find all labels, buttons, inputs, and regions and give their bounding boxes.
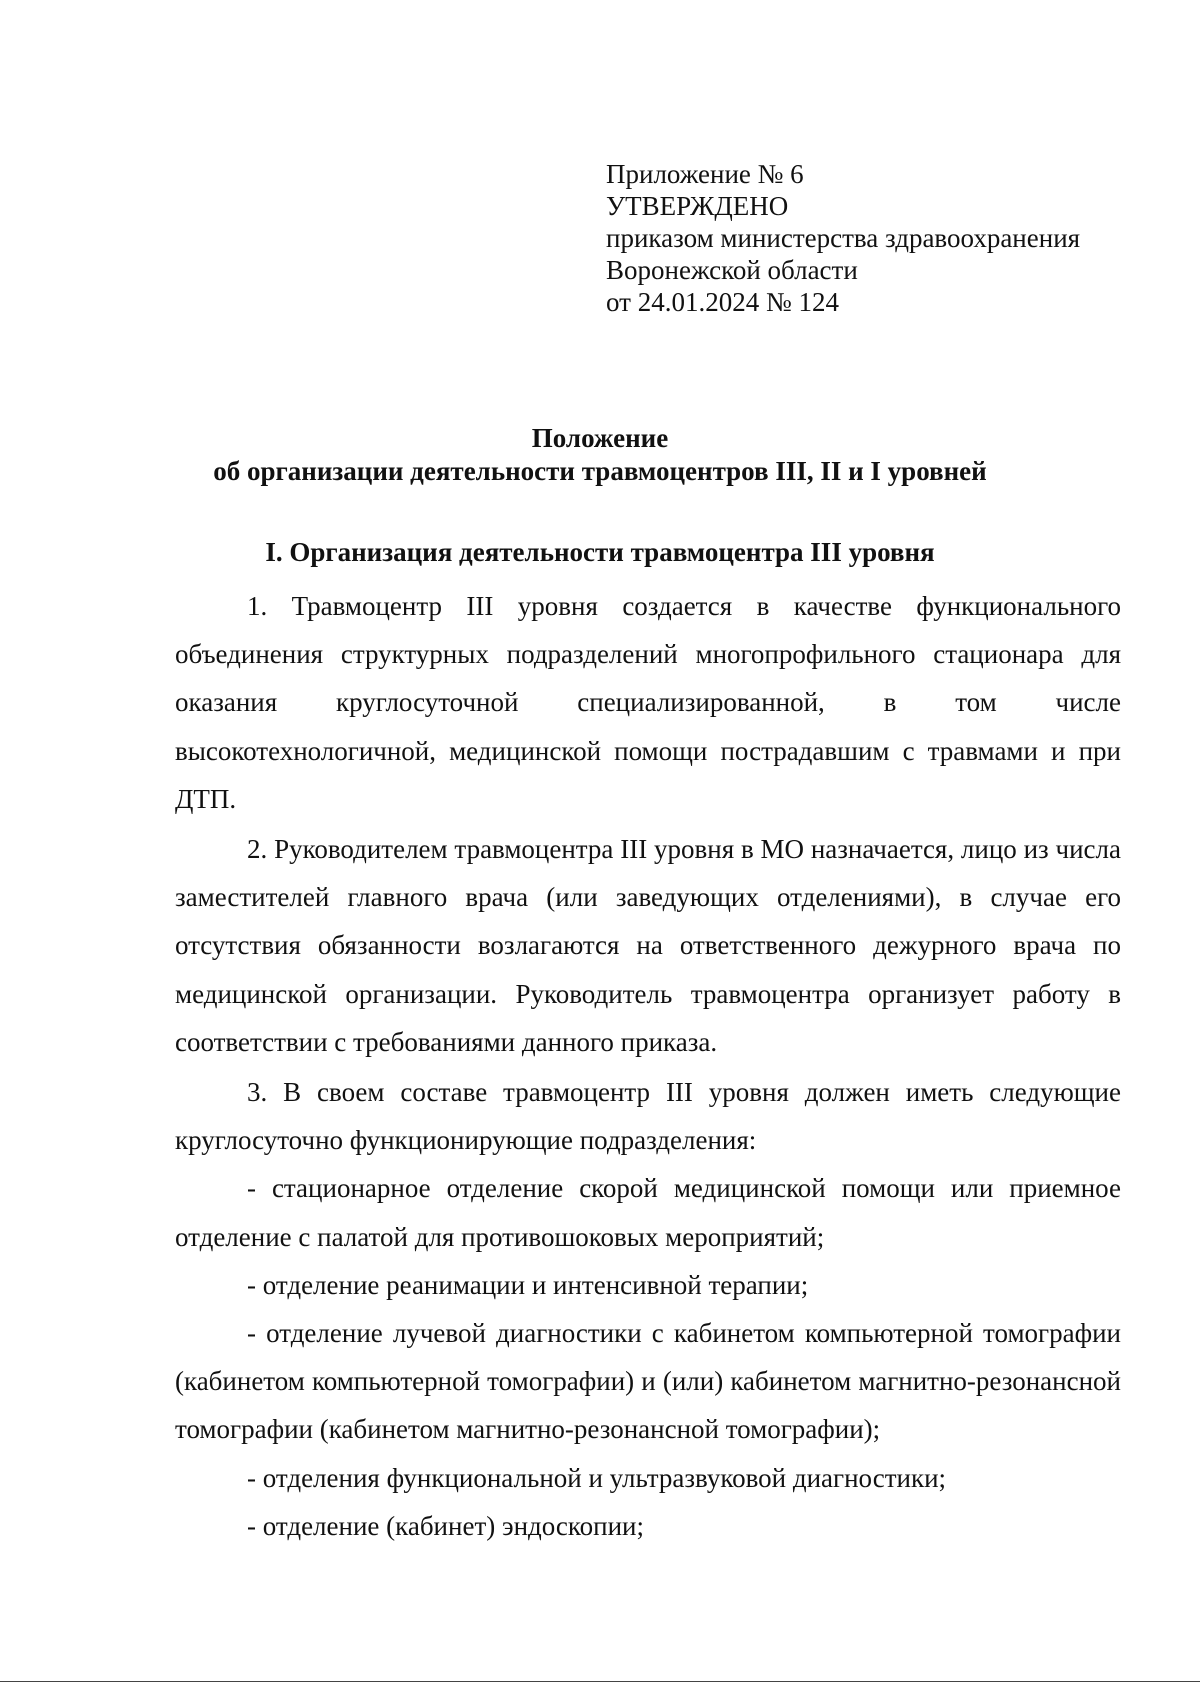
title-line-2: об организации деятельности травмоцентров III, II и I уровней xyxy=(213,456,987,486)
title-line-1: Положение xyxy=(531,423,669,453)
list-item-endoscopy: - отделение (кабинет) эндоскопии; xyxy=(247,1510,645,1541)
approved-label: УТВЕРЖДЕНО xyxy=(606,191,789,221)
paragraph-2: 2. Руководителем травмоцентра III уровня в МО назначается, лицо из числа заместителей главного врача (или заведующих отделениями), в случае его отсутствия обязанности возлагаются на ответственного дежурного врача по медицинской организации. Руководитель травмоцентра организует работу в соответствии с требованиями данного приказа. xyxy=(175,834,1121,1057)
paragraph-1: 1. Травмоцентр III уровня создается в качестве функционального объединения структурных подразделений многопрофильного стационара для оказания круглосуточной специализированной, в том числе высокотехнологичной, медицинской помощи пострадавшим с травмами и при ДТП. xyxy=(175,591,1121,814)
document-title xyxy=(0,422,1200,488)
approval-order-line: приказом министерства здравоохранения xyxy=(606,223,1081,253)
list-item-emergency-dept: - стационарное отделение скорой медицинской помощи или приемное отделение с палатой для противошоковых мероприятий; xyxy=(175,1173,1121,1252)
list-item-functional-diagnostics: - отделения функциональной и ультразвуковой диагностики; xyxy=(247,1462,947,1493)
page-bottom-rule xyxy=(0,1681,1200,1682)
approval-stamp xyxy=(606,158,1166,318)
approval-region-line: Воронежской области xyxy=(606,255,858,285)
paragraph-3: 3. В своем составе травмоцентр III уровня должен иметь следующие круглосуточно функционирующие подразделения: xyxy=(175,1077,1121,1156)
section-1-body xyxy=(175,582,1121,1550)
list-item-icu: - отделение реанимации и интенсивной терапии; xyxy=(247,1269,809,1300)
approval-date-line: от 24.01.2024 № 124 xyxy=(606,287,839,317)
section-1-heading: I. Организация деятельности травмоцентра III уровня xyxy=(265,537,935,567)
annex-number: Приложение № 6 xyxy=(606,159,804,189)
list-item-radiology: - отделение лучевой диагностики с кабинетом компьютерной томографии (кабинетом компьютерной томографии) и (или) кабинетом магнитно-резонансной томографии (кабинетом магнитно-резонансной томографии); xyxy=(175,1318,1121,1445)
